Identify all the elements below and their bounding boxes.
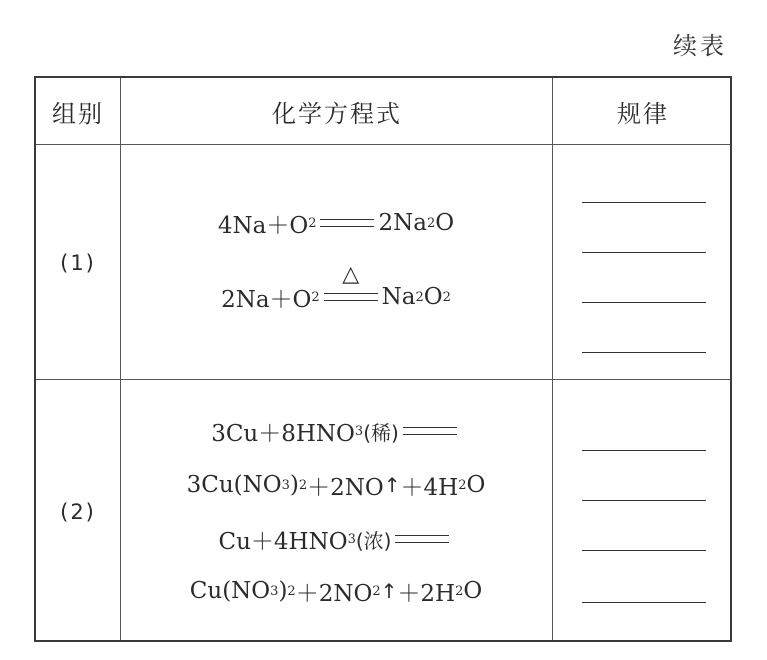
- answer-blank[interactable]: [582, 252, 706, 253]
- equation-1-1: 4Na＋O 2 2Na 2 O: [217, 210, 455, 239]
- answer-blank[interactable]: [582, 352, 706, 353]
- reaction-equals: [403, 427, 457, 435]
- equation-2-2: 3Cu(NO 3 ) 2 ＋2NO ↑ ＋4H 2 O: [186, 472, 486, 501]
- answer-blank[interactable]: [582, 450, 706, 451]
- row-divider: [36, 379, 730, 380]
- answer-blank[interactable]: [582, 602, 706, 603]
- column-divider: [552, 78, 553, 640]
- equation-2-1: 3Cu＋8HNO 3 (稀): [122, 414, 550, 448]
- reaction-equals: [395, 535, 449, 543]
- answer-blank[interactable]: [582, 202, 706, 203]
- gas-arrow-icon: ↑: [383, 473, 401, 497]
- header-divider: [36, 144, 730, 145]
- header-rule: 规律: [617, 99, 669, 128]
- answer-blank[interactable]: [582, 302, 706, 303]
- header-equation: 化学方程式: [272, 99, 402, 128]
- table-caption: 续表: [673, 32, 727, 60]
- equation-2-3: Cu＋4HNO 3 (浓): [122, 522, 550, 556]
- header-group: 组别: [52, 99, 104, 128]
- column-divider: [120, 78, 121, 640]
- answer-blank[interactable]: [582, 550, 706, 551]
- reaction-table: [34, 76, 732, 642]
- group-label-1: (1): [60, 250, 96, 275]
- reaction-equals: [324, 262, 378, 301]
- equation-1-2: 2Na＋O 2 △ Na 2 O 2: [221, 262, 451, 313]
- answer-blank[interactable]: [582, 500, 706, 501]
- heat-condition-icon: △: [342, 262, 360, 287]
- reaction-equals: [320, 219, 374, 227]
- gas-arrow-icon: ↑: [380, 579, 398, 603]
- equation-2-4: Cu(NO 3 ) 2 ＋2NO 2 ↑ ＋2H 2 O: [189, 578, 483, 607]
- group-label-2: (2): [60, 499, 96, 524]
